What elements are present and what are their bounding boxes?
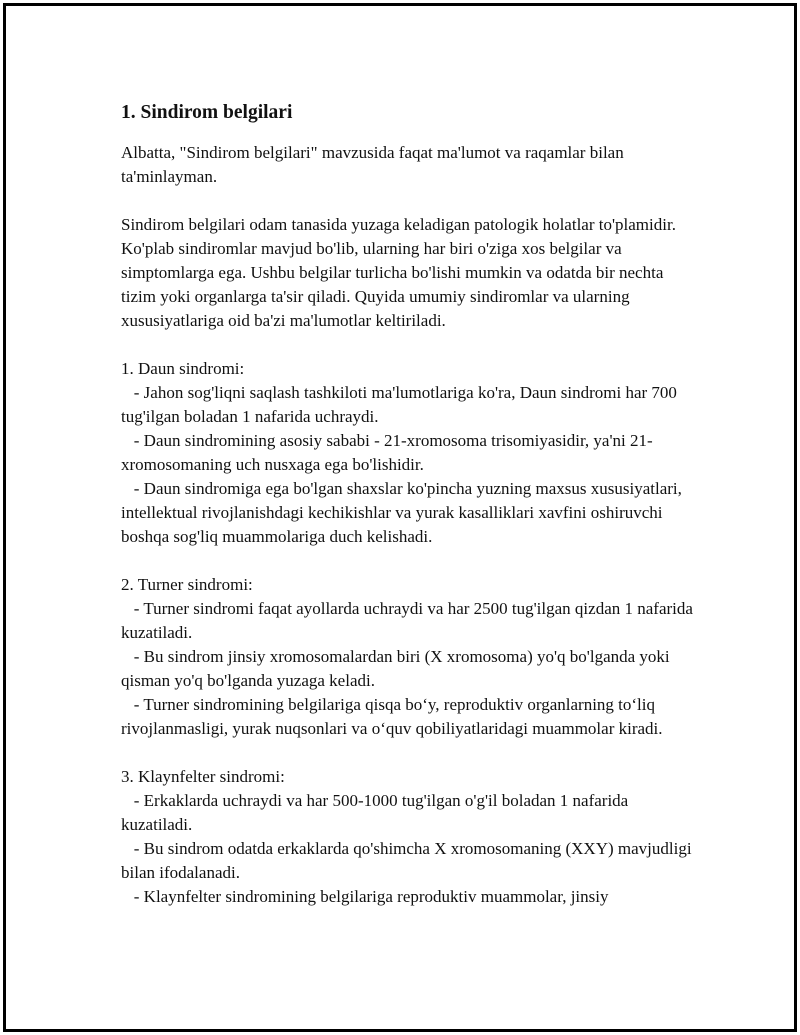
list-item: - Jahon sog'liqni saqlash tashkiloti ma'lumotlariga ko'ra, Daun sindromi har 700 tug'ilgan boladan 1 nafarida uchraydi. [121, 383, 682, 426]
list-item: - Turner sindromining belgilariga qisqa bo‘y, reproduktiv organlarning to‘liq rivojlanmasligi, yurak nuqsonlari va o‘quv qobiliyatlaridagi muammolar kiradi. [121, 695, 663, 738]
list-item: - Daun sindromining asosiy sababi - 21-xromosoma trisomiyasidir, ya'ni 21-xromosomaning uch nusxaga ega bo'lishidir. [121, 431, 653, 474]
list-item: - Erkaklarda uchraydi va har 500-1000 tug'ilgan o'g'il boladan 1 nafarida kuzatiladi. [121, 791, 633, 834]
section-daun [121, 357, 701, 549]
section-turner [121, 573, 701, 741]
list-item: - Daun sindromiga ega bo'lgan shaxslar ko'pincha yuzning maxsus xususiyatlari, intellektual rivojlanishdagi kechikishlar va yurak kasalliklari xavfini oshiruvchi boshqa sog'liq muammolariga duch kelishadi. [121, 479, 687, 546]
section-title: 2. Turner sindromi: [121, 575, 253, 594]
section-title: 1. Daun sindromi: [121, 359, 245, 378]
list-item: - Turner sindromi faqat ayollarda uchraydi va har 2500 tug'ilgan qizdan 1 nafarida kuzatiladi. [121, 599, 698, 642]
section-klaynfelter [121, 765, 701, 909]
page-frame [3, 3, 797, 1032]
page-title: 1. Sindirom belgilari [121, 102, 293, 123]
document-body [121, 99, 701, 933]
list-item: - Bu sindrom odatda erkaklarda qo'shimcha X xromosomaning (XXY) mavjudligi bilan ifodalanadi. [121, 839, 696, 882]
list-item: - Bu sindrom jinsiy xromosomalardan biri (X xromosoma) yo'q bo'lganda yoki qisman yo'q bo'lganda yuzaga keladi. [121, 647, 674, 690]
list-item: - Klaynfelter sindromining belgilariga reproduktiv muammolar, jinsiy [121, 887, 609, 906]
intro-paragraph: Albatta, "Sindirom belgilari" mavzusida faqat ma'lumot va raqamlar bilan ta'minlayman. [121, 143, 624, 186]
section-title: 3. Klaynfelter sindromi: [121, 767, 285, 786]
overview-paragraph: Sindirom belgilari odam tanasida yuzaga keladigan patologik holatlar to'plamidir. Ko'plab sindiromlar mavjud bo'lib, ularning har biri o'ziga xos belgilar va simptomlarga ega. Ushbu belgilar turlicha bo'lishi mumkin va odatda bir nechta tizim yoki organlarga ta'sir qiladi. Quyida umumiy sindiromlar va ularning xususiyatlariga oid ba'zi ma'lumotlar keltiriladi. [121, 215, 676, 330]
